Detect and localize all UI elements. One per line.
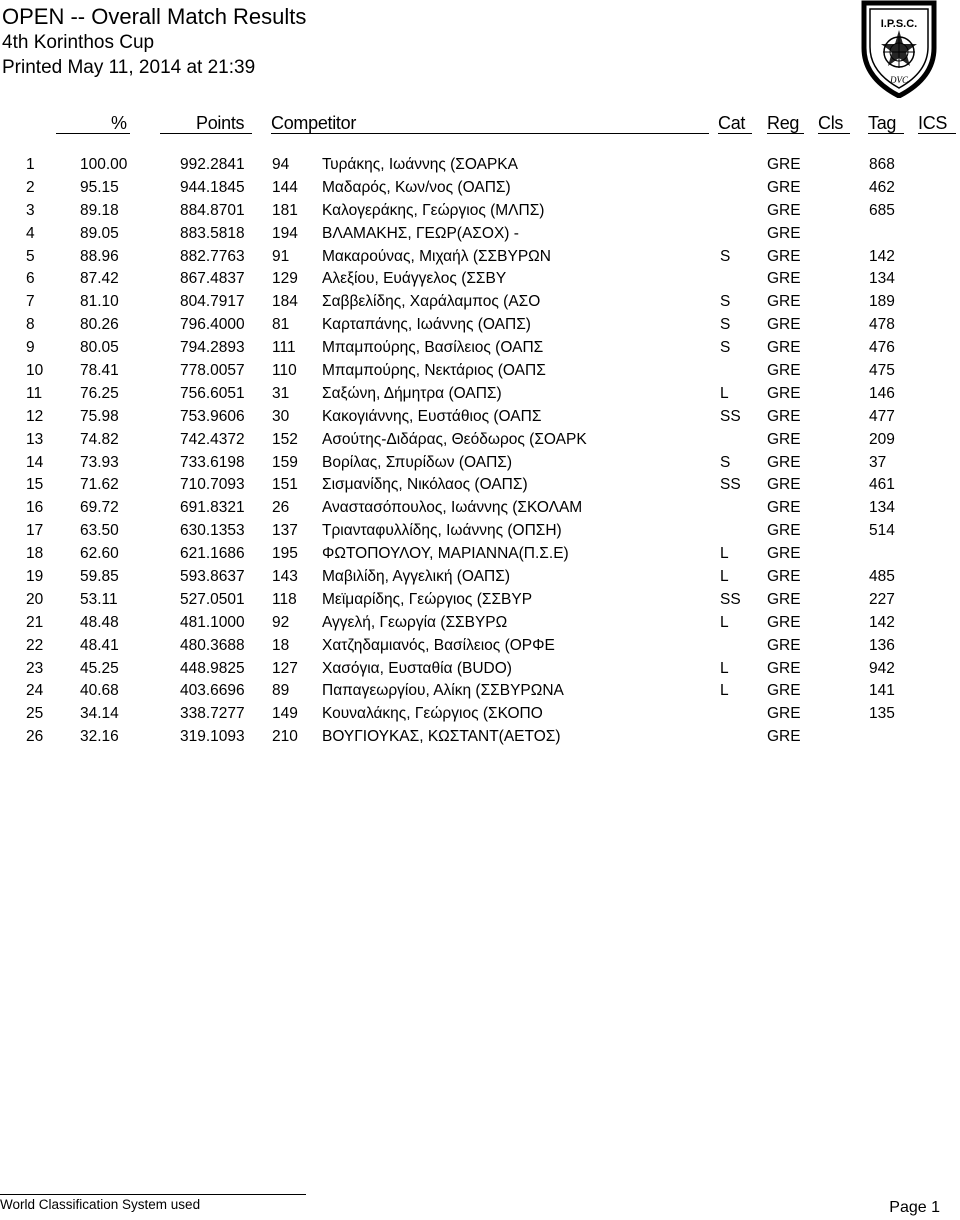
row-place: 13 xyxy=(26,430,44,448)
report-title: OPEN -- Overall Match Results xyxy=(2,4,307,29)
row-class: L xyxy=(720,613,729,631)
header-rule-points xyxy=(160,133,252,134)
row-points: 992.2841 xyxy=(180,156,245,173)
row-place: 18 xyxy=(26,545,44,563)
row-tag: 478 xyxy=(869,316,895,334)
row-competitor-number: 149 xyxy=(272,705,298,723)
col-header-reg: Reg xyxy=(767,113,800,133)
row-competitor-name: Χατζηδαμιανός, Βασίλειος (ΟΡΦΕ xyxy=(322,636,555,654)
table-row xyxy=(0,703,960,726)
page-number: Page 1 xyxy=(889,1199,940,1216)
row-competitor-number: 81 xyxy=(272,316,290,334)
row-region: GRE xyxy=(767,545,801,563)
row-points: 691.8321 xyxy=(180,499,245,517)
table-row xyxy=(0,200,960,223)
row-competitor-name: Αγγελή, Γεωργία (ΣΣΒΥΡΩ xyxy=(322,613,508,631)
row-competitor-number: 129 xyxy=(272,270,298,288)
row-percent: 80.26 xyxy=(80,316,119,334)
row-competitor-name: Κουναλάκης, Γεώργιος (ΣΚΟΠΟ xyxy=(322,705,543,723)
row-region: GRE xyxy=(767,362,801,380)
row-region: GRE xyxy=(767,682,801,700)
row-percent: 100.00 xyxy=(80,156,128,173)
row-tag: 461 xyxy=(869,476,895,494)
row-percent: 45.25 xyxy=(80,659,119,677)
row-percent: 75.98 xyxy=(80,407,119,425)
row-place: 9 xyxy=(26,339,35,357)
row-percent: 88.96 xyxy=(80,247,119,265)
row-competitor-name: Μακαρούνας, Μιχαήλ (ΣΣΒΥΡΩΝ xyxy=(322,247,551,265)
row-place: 23 xyxy=(26,659,44,677)
row-tag: 134 xyxy=(869,270,895,288)
header-rule-cat xyxy=(718,133,752,134)
row-percent: 40.68 xyxy=(80,682,119,700)
row-competitor-number: 181 xyxy=(272,201,298,219)
row-class: S xyxy=(720,247,731,265)
row-place: 11 xyxy=(26,384,43,402)
row-place: 5 xyxy=(26,247,35,265)
table-row xyxy=(0,406,960,429)
row-tag: 485 xyxy=(869,568,895,586)
table-row xyxy=(0,543,960,566)
row-place: 22 xyxy=(26,636,44,654)
row-place: 16 xyxy=(26,499,44,517)
row-competitor-name: Μαδαρός, Κων/νος (ΟΑΠΣ) xyxy=(322,178,511,196)
row-class: SS xyxy=(720,590,741,608)
row-class: SS xyxy=(720,407,741,425)
row-points: 527.0501 xyxy=(180,590,245,608)
col-header-pct: % xyxy=(111,113,127,133)
row-competitor-number: 31 xyxy=(272,384,290,402)
row-region: GRE xyxy=(767,316,801,334)
row-percent: 89.05 xyxy=(80,224,119,242)
header-rule-reg xyxy=(767,133,804,134)
footer-rule xyxy=(0,1194,306,1195)
row-region: GRE xyxy=(767,156,801,173)
row-place: 10 xyxy=(26,362,44,380)
table-row xyxy=(0,337,960,360)
row-region: GRE xyxy=(767,339,801,357)
row-tag: 37 xyxy=(869,453,887,471)
row-tag: 868 xyxy=(869,156,895,173)
row-region: GRE xyxy=(767,705,801,723)
row-region: GRE xyxy=(767,293,801,311)
row-percent: 48.48 xyxy=(80,613,119,631)
row-place: 19 xyxy=(26,568,44,586)
row-competitor-number: 137 xyxy=(272,522,298,540)
row-region: GRE xyxy=(767,613,801,631)
row-place: 15 xyxy=(26,476,44,494)
row-points: 794.2893 xyxy=(180,339,245,357)
row-competitor-name: Κακογιάννης, Ευστάθιος (ΟΑΠΣ xyxy=(322,407,542,425)
row-points: 756.6051 xyxy=(180,384,245,402)
row-region: GRE xyxy=(767,178,801,196)
row-class: SS xyxy=(720,476,741,494)
row-competitor-name: Μπαμπούρης, Βασίλειος (ΟΑΠΣ xyxy=(322,339,544,357)
row-tag: 141 xyxy=(869,682,895,700)
table-row xyxy=(0,520,960,543)
row-competitor-name: Σισμανίδης, Νικόλαος (ΟΑΠΣ) xyxy=(322,476,528,494)
row-tag: 476 xyxy=(869,339,895,357)
row-percent: 71.62 xyxy=(80,476,119,494)
row-points: 882.7763 xyxy=(180,247,245,265)
table-row xyxy=(0,291,960,314)
table-row xyxy=(0,314,960,337)
row-region: GRE xyxy=(767,522,801,540)
col-header-tag: Tag xyxy=(868,113,897,133)
row-tag: 475 xyxy=(869,362,895,380)
row-points: 804.7917 xyxy=(180,293,245,311)
row-percent: 53.11 xyxy=(80,590,118,608)
logo-motto: DVC xyxy=(890,75,908,85)
table-row xyxy=(0,658,960,681)
row-points: 742.4372 xyxy=(180,430,245,448)
row-competitor-number: 89 xyxy=(272,682,290,700)
header-rule-pct xyxy=(56,133,130,134)
row-tag: 146 xyxy=(869,384,895,402)
row-percent: 81.10 xyxy=(80,293,119,311)
row-competitor-number: 30 xyxy=(272,407,290,425)
row-place: 7 xyxy=(26,293,35,311)
row-place: 1 xyxy=(26,156,35,173)
row-points: 480.3688 xyxy=(180,636,245,654)
row-points: 621.1686 xyxy=(180,545,245,563)
row-region: GRE xyxy=(767,430,801,448)
row-points: 710.7093 xyxy=(180,476,245,494)
table-row xyxy=(0,177,960,200)
footer-note: World Classification System used xyxy=(0,1197,201,1212)
row-region: GRE xyxy=(767,636,801,654)
logo-text: I.P.S.C. xyxy=(880,18,918,30)
row-points: 884.8701 xyxy=(180,201,245,219)
row-competitor-name: Βορίλας, Σπυρίδων (ΟΑΠΣ) xyxy=(322,453,513,471)
row-region: GRE xyxy=(767,590,801,608)
row-points: 883.5818 xyxy=(180,224,245,242)
row-region: GRE xyxy=(767,568,801,586)
row-competitor-name: Σαββελίδης, Χαράλαμπος (ΑΣΟ xyxy=(322,293,541,311)
row-tag: 136 xyxy=(869,636,895,654)
row-percent: 74.82 xyxy=(80,430,119,448)
row-tag: 477 xyxy=(869,407,895,425)
row-competitor-number: 94 xyxy=(272,156,290,173)
row-competitor-name: Μπαμπούρης, Νεκτάριος (ΟΑΠΣ xyxy=(322,362,546,380)
row-percent: 78.41 xyxy=(80,362,119,380)
row-place: 12 xyxy=(26,407,44,425)
column-header-row xyxy=(0,112,960,138)
header-rule-cls xyxy=(818,133,850,134)
row-class: S xyxy=(720,316,731,334)
row-tag: 189 xyxy=(869,293,895,311)
row-points: 481.1000 xyxy=(180,613,245,631)
row-region: GRE xyxy=(767,659,801,677)
row-points: 867.4837 xyxy=(180,270,245,288)
row-competitor-name: Τριανταφυλλίδης, Ιωάννης (ΟΠΣΗ) xyxy=(322,522,562,540)
row-tag: 142 xyxy=(869,613,895,631)
row-tag: 685 xyxy=(869,201,895,219)
row-competitor-number: 91 xyxy=(272,247,290,265)
row-tag: 209 xyxy=(869,430,895,448)
row-points: 448.9825 xyxy=(180,659,245,677)
row-place: 14 xyxy=(26,453,44,471)
row-tag: 514 xyxy=(869,522,895,540)
col-header-ics: ICS xyxy=(918,113,948,133)
table-row xyxy=(0,246,960,269)
row-competitor-number: 195 xyxy=(272,545,298,563)
header-rule-ics xyxy=(918,133,956,134)
row-percent: 89.18 xyxy=(80,201,119,219)
row-competitor-number: 152 xyxy=(272,430,298,448)
row-competitor-number: 111 xyxy=(272,339,296,357)
row-points: 753.9606 xyxy=(180,407,245,425)
row-percent: 76.25 xyxy=(80,384,119,402)
row-percent: 62.60 xyxy=(80,545,119,563)
row-competitor-number: 92 xyxy=(272,613,290,631)
row-tag: 942 xyxy=(869,659,895,677)
col-header-cat: Cat xyxy=(718,113,746,133)
row-competitor-name: Αναστασόπουλος, Ιωάννης (ΣΚΟΛΑΜ xyxy=(322,499,583,517)
row-place: 26 xyxy=(26,728,44,746)
table-row xyxy=(0,452,960,475)
row-region: GRE xyxy=(767,224,801,242)
row-class: S xyxy=(720,339,731,357)
row-competitor-name: ΒΟΥΓΙΟΥΚΑΣ, ΚΩΣΤΑΝΤ(ΑΕΤΟΣ) xyxy=(322,728,561,746)
row-points: 403.6696 xyxy=(180,682,245,700)
row-region: GRE xyxy=(767,453,801,471)
row-region: GRE xyxy=(767,270,801,288)
row-region: GRE xyxy=(767,728,801,746)
row-tag: 462 xyxy=(869,178,895,196)
row-percent: 63.50 xyxy=(80,522,119,540)
row-competitor-number: 127 xyxy=(272,659,298,677)
row-competitor-name: Καρταπάνης, Ιωάννης (ΟΑΠΣ) xyxy=(322,316,531,334)
row-place: 4 xyxy=(26,224,35,242)
table-row xyxy=(0,360,960,383)
row-tag: 134 xyxy=(869,499,895,517)
row-points: 593.8637 xyxy=(180,568,245,586)
row-region: GRE xyxy=(767,247,801,265)
row-class: L xyxy=(720,545,729,563)
row-points: 733.6198 xyxy=(180,453,245,471)
row-class: S xyxy=(720,293,731,311)
table-row xyxy=(0,726,960,749)
col-header-points: Points xyxy=(196,113,245,133)
ipsc-shield-logo xyxy=(860,0,938,98)
row-percent: 32.16 xyxy=(80,728,119,746)
row-class: L xyxy=(720,682,729,700)
table-row xyxy=(0,154,960,177)
row-competitor-name: Παπαγεωργίου, Αλίκη (ΣΣΒΥΡΩΝΑ xyxy=(322,682,564,700)
header-rule-tag xyxy=(868,133,904,134)
results-table xyxy=(0,154,960,749)
row-competitor-name: Χασόγια, Ευσταθία (BUDO) xyxy=(322,659,512,677)
row-competitor-number: 110 xyxy=(272,362,297,380)
row-competitor-name: Τυράκης, Ιωάννης (ΣΟΑΡΚΑ xyxy=(322,156,518,173)
row-competitor-name: Σαξώνη, Δήμητρα (ΟΑΠΣ) xyxy=(322,384,502,402)
row-percent: 95.15 xyxy=(80,178,119,196)
row-points: 630.1353 xyxy=(180,522,245,540)
row-tag: 142 xyxy=(869,247,895,265)
table-row xyxy=(0,497,960,520)
row-region: GRE xyxy=(767,476,801,494)
row-competitor-number: 18 xyxy=(272,636,290,654)
table-row xyxy=(0,268,960,291)
row-class: L xyxy=(720,384,729,402)
table-row xyxy=(0,474,960,497)
row-region: GRE xyxy=(767,384,801,402)
row-tag: 227 xyxy=(869,590,895,608)
table-row xyxy=(0,635,960,658)
row-tag: 135 xyxy=(869,705,895,723)
row-competitor-number: 118 xyxy=(272,590,297,608)
row-place: 2 xyxy=(26,178,35,196)
row-points: 319.1093 xyxy=(180,728,245,746)
header-rule-competitor xyxy=(271,133,709,134)
row-percent: 73.93 xyxy=(80,453,119,471)
row-competitor-number: 26 xyxy=(272,499,290,517)
row-competitor-name: Καλογεράκης, Γεώργιος (ΜΛΠΣ) xyxy=(322,201,545,219)
table-row xyxy=(0,429,960,452)
table-row xyxy=(0,223,960,246)
row-competitor-name: Μεϊμαρίδης, Γεώργιος (ΣΣΒΥΡ xyxy=(322,590,533,608)
row-competitor-number: 159 xyxy=(272,453,298,471)
printed-date: Printed May 11, 2014 at 21:39 xyxy=(2,57,256,78)
row-region: GRE xyxy=(767,201,801,219)
row-place: 20 xyxy=(26,590,44,608)
table-row xyxy=(0,612,960,635)
row-place: 8 xyxy=(26,316,35,334)
row-percent: 87.42 xyxy=(80,270,119,288)
row-class: L xyxy=(720,568,729,586)
row-competitor-name: Αλεξίου, Ευάγγελος (ΣΣΒΥ xyxy=(322,270,507,288)
row-competitor-number: 210 xyxy=(272,728,298,746)
row-points: 944.1845 xyxy=(180,178,245,196)
row-competitor-name: Μαβιλίδη, Αγγελική (ΟΑΠΣ) xyxy=(322,568,510,586)
row-place: 17 xyxy=(26,522,44,540)
table-row xyxy=(0,589,960,612)
row-points: 796.4000 xyxy=(180,316,245,334)
table-row xyxy=(0,680,960,703)
row-percent: 34.14 xyxy=(80,705,119,723)
row-competitor-number: 144 xyxy=(272,178,298,196)
col-header-competitor: Competitor xyxy=(271,113,357,133)
row-percent: 80.05 xyxy=(80,339,119,357)
row-competitor-number: 194 xyxy=(272,224,298,242)
row-competitor-number: 151 xyxy=(272,476,298,494)
row-percent: 69.72 xyxy=(80,499,119,517)
row-points: 778.0057 xyxy=(180,362,245,380)
row-competitor-number: 184 xyxy=(272,293,298,311)
row-place: 6 xyxy=(26,270,35,288)
table-row xyxy=(0,566,960,589)
table-row xyxy=(0,383,960,406)
row-region: GRE xyxy=(767,499,801,517)
row-competitor-name: ΒΛΑΜΑΚΗΣ, ΓΕΩΡ(ΑΣΟΧ) - xyxy=(322,224,519,242)
row-region: GRE xyxy=(767,407,801,425)
row-class: S xyxy=(720,453,731,471)
row-points: 338.7277 xyxy=(180,705,245,723)
row-percent: 59.85 xyxy=(80,568,119,586)
row-percent: 48.41 xyxy=(80,636,119,654)
match-name: 4th Korinthos Cup xyxy=(2,32,155,53)
row-competitor-number: 143 xyxy=(272,568,298,586)
row-class: L xyxy=(720,659,729,677)
row-place: 25 xyxy=(26,705,44,723)
row-place: 21 xyxy=(26,613,44,631)
report-header xyxy=(2,4,306,80)
col-header-cls: Cls xyxy=(818,113,844,133)
row-place: 24 xyxy=(26,682,44,700)
row-competitor-name: Ασούτης-Διδάρας, Θεόδωρος (ΣΟΑΡΚ xyxy=(322,430,587,448)
row-place: 3 xyxy=(26,201,35,219)
row-competitor-name: ΦΩΤΟΠΟΥΛΟΥ, ΜΑΡΙΑΝΝΑ(Π.Σ.Ε) xyxy=(322,545,569,563)
